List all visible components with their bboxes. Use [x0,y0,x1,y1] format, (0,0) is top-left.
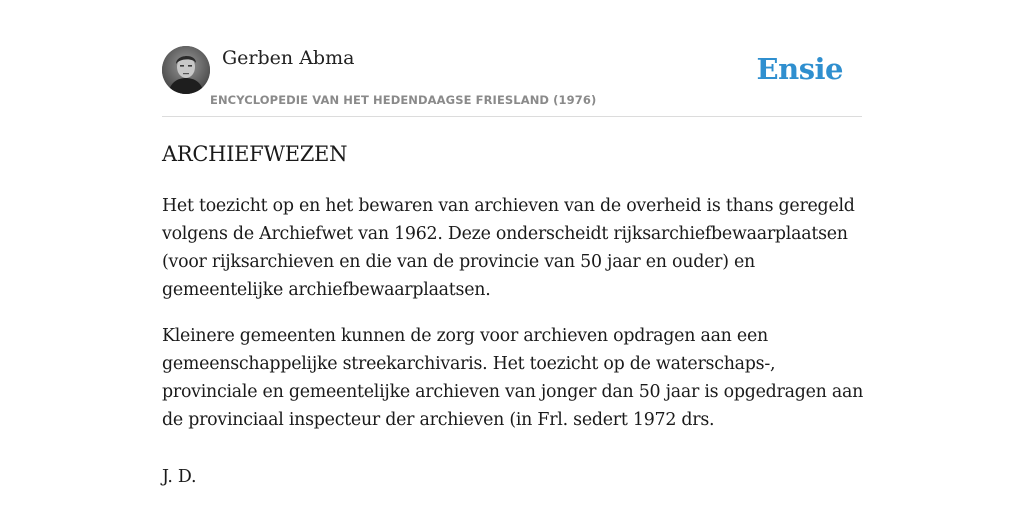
author-avatar[interactable] [162,46,210,94]
ensie-logo[interactable]: Ensie [756,52,843,86]
paragraph: Het toezicht op en het bewaren van archieven van de overheid is thans geregeld volgens de Archiefwet van 1962. Deze onderscheidt rijksarchiefbewaarplaatsen (voor rijksarchieven en die van de provincie van 50 jaar en ouder) en gemeentelijke archiefbewaarplaatsen. [162,196,855,300]
article-header [162,46,862,117]
paragraph: Kleinere gemeenten kunnen de zorg voor archieven opdragen aan een gemeenschappelijke streekarchivaris. Het toezicht op de waterschaps-, provinciale en gemeentelijke archieven van jonger dan 50 jaar is opgedragen aan de provinciaal inspecteur der archieven (in Frl. sedert 1972 drs. [162,326,864,430]
author-name[interactable]: Gerben Abma [222,47,355,69]
portrait-icon [162,46,210,94]
source-title: ENCYCLOPEDIE VAN HET HEDENDAAGSE FRIESLAND (1976) [210,93,597,107]
article-title: ARCHIEFWEZEN [162,142,348,166]
article-body [162,192,872,452]
article-signature: J. D. [162,467,197,487]
